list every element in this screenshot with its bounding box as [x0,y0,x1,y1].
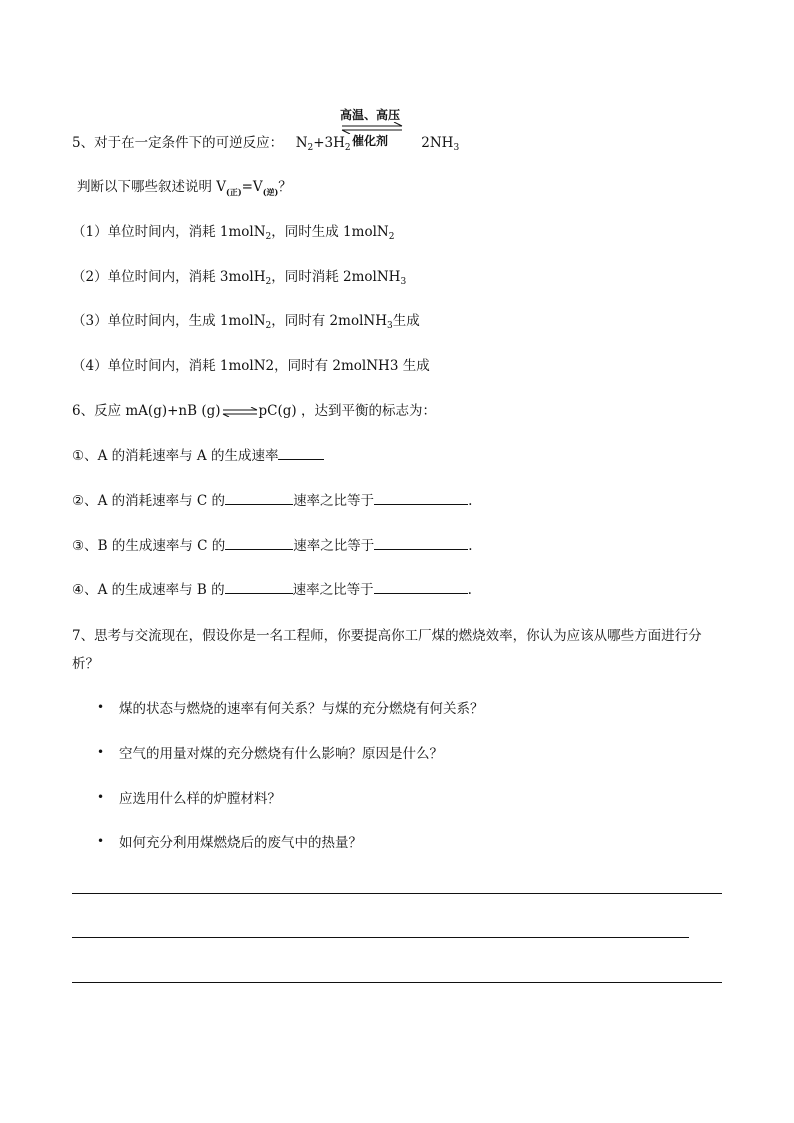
bullet-icon: • [97,700,105,714]
q6-item-text: ②、A 的消耗速率与 C 的 [72,493,226,509]
q6-item-1 [72,447,324,465]
product-nh3: 2NH [421,135,454,151]
reaction-condition-bottom: 催化剂 [352,134,389,148]
q7-bullet-1: 煤的状态与燃烧的速率有何关系？与煤的充分燃烧有何关系？ [119,701,484,717]
q6-item-4 [72,581,472,599]
item-mid: ，同时生成 1molN [271,224,389,240]
judge-end: ？ [278,179,292,195]
q6-item-mid: 速率之比等于 [293,493,375,509]
reactant-h: +3H [313,135,345,151]
q6-item-text: ①、A 的消耗速率与 A 的生成速率 [72,448,279,464]
bullet-icon: • [97,834,105,848]
item-sub: 2 [265,277,272,287]
q6-header-b: pC(g) ，达到平衡的标志为： [258,403,436,419]
q5-judge [77,178,292,201]
product-sub: 3 [453,143,460,153]
q5-item-3 [72,312,420,335]
q6-item-mid: 速率之比等于 [292,582,374,598]
q5-item-4 [72,357,430,375]
answer-blank[interactable] [374,581,468,594]
q6-item-text: ③、B 的生成速率与 C 的 [72,538,226,554]
answer-blank[interactable] [374,492,468,505]
answer-line[interactable] [72,982,722,983]
q7-bullet-4: 如何充分利用煤燃烧后的废气中的热量？ [119,835,362,851]
q6-item-2 [72,492,472,510]
answer-blank[interactable] [225,492,293,505]
answer-blank[interactable] [225,581,293,594]
q5-header [72,134,459,157]
q6-item-end: . [468,538,473,554]
q6-item-3 [72,537,473,555]
item-text: （1）单位时间内，消耗 1molN [72,224,266,240]
judge-sub-forward: (正) [226,187,242,197]
bullet-icon: • [97,745,105,759]
q6-header-a: 6、反应 mA(g)+nB (g) [72,403,221,419]
q6-item-end: . [468,493,473,509]
q7-line-1: 7、思考与交流现在，假设你是一名工程师，你要提高你工厂煤的燃烧效率，你认为应该从哪些方面进行分 [72,628,702,644]
bullet-icon: • [97,790,105,804]
answer-line[interactable] [72,893,722,894]
q6-item-text: ④、A 的生成速率与 B 的 [72,582,225,598]
item-sub: 2 [265,321,272,331]
q5-item-2 [72,268,406,291]
q7-bullet-3: 应选用什么样的炉膛材料？ [119,791,281,807]
answer-blank[interactable] [225,537,293,550]
q7-bullet-2: 空气的用量对煤的充分燃烧有什么影响？原因是什么？ [119,746,443,762]
answer-blank[interactable] [374,537,468,550]
q6-item-end: . [467,582,472,598]
reactant-n: N [295,135,308,151]
equilibrium-arrow-icon [222,407,258,417]
q5-item-1 [72,223,394,246]
item-sub2: 2 [388,232,395,242]
reaction-condition-top: 高温、高压 [340,108,401,122]
item-mid: ，同时有 2molNH [271,313,387,329]
item-text: （4）单位时间内，消耗 1molN2，同时有 2molNH3 生成 [72,358,430,374]
item-sub: 2 [265,232,272,242]
q5-prefix: 5、对于在一定条件下的可逆反应： [72,135,284,151]
q6-header [72,402,436,420]
item-sub2: 3 [386,321,393,331]
q6-item-mid: 速率之比等于 [293,538,375,554]
item-mid: ，同时消耗 2molNH [271,269,401,285]
item-text: （3）单位时间内，生成 1molN [72,313,266,329]
reactant-n-sub: 2 [307,143,314,153]
item-text: （2）单位时间内，消耗 3molH [72,269,266,285]
judge-text: 判断以下哪些叙述说明 V [77,179,227,195]
item-end: 生成 [392,313,420,329]
item-sub2: 3 [400,277,407,287]
q7-line-2: 析？ [72,656,99,672]
answer-blank[interactable] [278,447,324,460]
reactant-h-sub: 2 [344,143,351,153]
answer-line[interactable] [72,937,689,938]
judge-eq: =V [241,179,263,195]
judge-sub-reverse: (逆) [262,187,279,197]
